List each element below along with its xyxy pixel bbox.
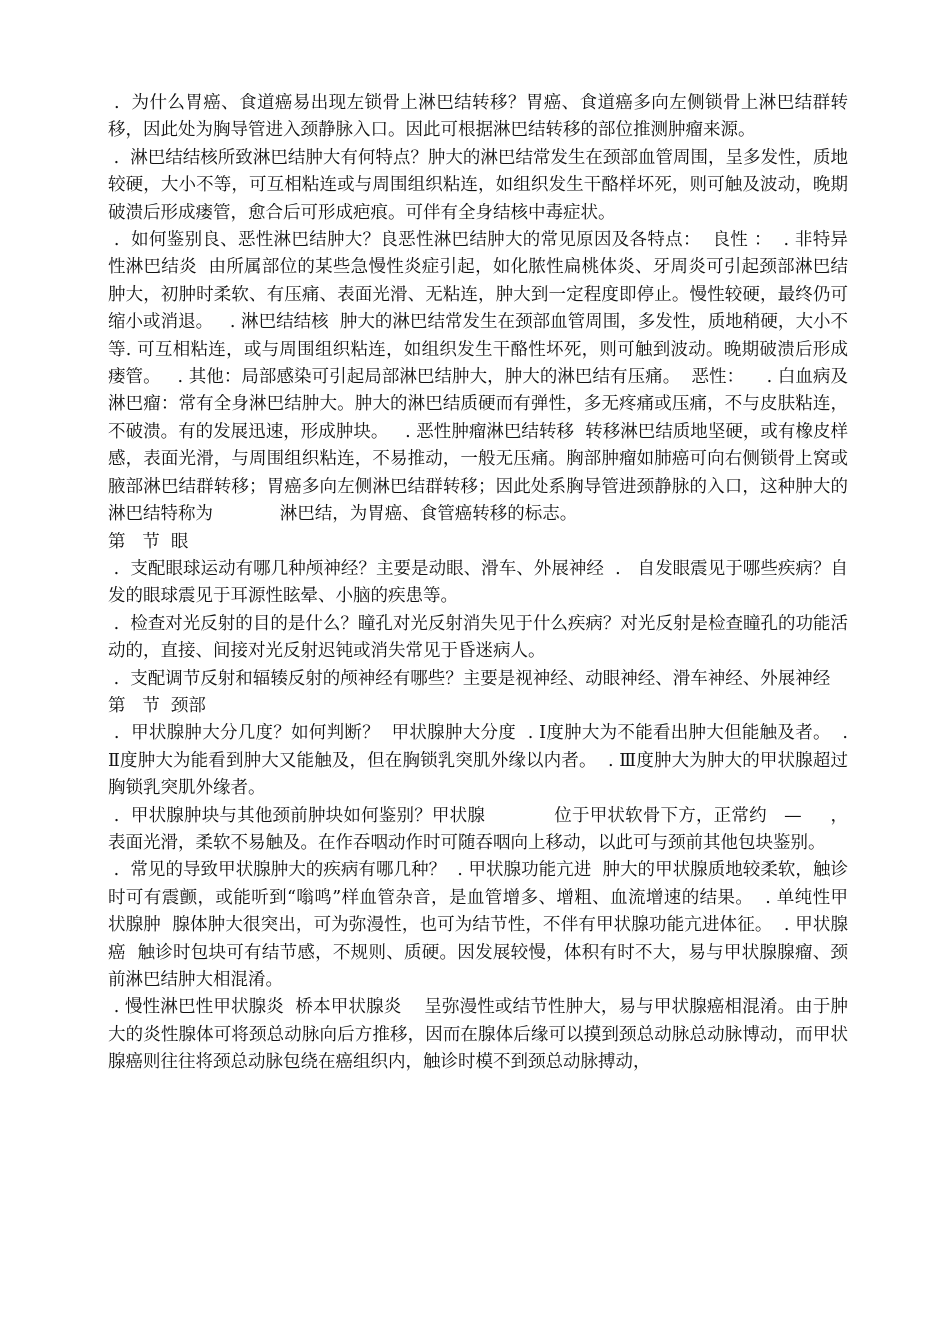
section-heading-eye: 第 节 眼 — [108, 531, 189, 552]
paragraph-left-supraclavicular-metastasis: . 为什么胃癌、食道癌易出现左锁骨上淋巴结转移？胃癌、食道癌多向左侧锁骨上淋巴结群转移，因此处为胸导管进入颈静脉入口。因此可根据淋巴结转移的部位推测肿瘤来源。 — [108, 93, 848, 141]
paragraph-accommodation-reflex-nerves: . 支配调节反射和辐辏反射的颅神经有哪些？主要是视神经、动眼神经、滑车神经、外展神经 — [108, 668, 831, 689]
paragraph-lymph-node-tuberculosis: . 淋巴结结核所致淋巴结肿大有何特点？肿大的淋巴结常发生在颈部血管周围，呈多发性，质地较硬，大小不等，可互相粘连或与周围组织粘连，如组织发生干酪样坏死，则可触及波动，晚期破溃后形成瘘管，愈合后可形成疤痕。可伴有全身结核中毒症状。 — [108, 147, 848, 223]
paragraph-hashimoto-thyroiditis: . 慢性淋巴性甲状腺炎 桥本甲状腺炎 呈弥漫性或结节性肿大，易与甲状腺癌相混淆。由于肿大的炎性腺体可将颈总动脉向后方推移，因而在腺体后缘可以摸到颈总动脉总动脉博动，而甲状腺癌则往往将颈总动脉包绕在癌组织内，触诊时模不到颈总动脉搏动， — [108, 997, 848, 1073]
paragraph-thyroid-enlargement-diseases: . 常见的导致甲状腺肿大的疾病有哪几种？ . 甲状腺功能亢进 肿大的甲状腺质地较柔软，触诊时可有震颤，或能听到“嗡鸣”样血管杂音，是血管增多、增粗、血流增速的结果。 . 单纯性甲状腺肿 腺体肿大很突出，可为弥漫性，也可为结节性，不伴有甲状腺功能亢进体征。 . 甲状腺癌 触诊时包块可有结节感，不规则、质硬。因发展较慢，体积有时不大，易与甲状腺腺瘤、颈前淋巴结肿大相混淆。 — [108, 860, 848, 990]
paragraph-thyroid-enlargement-grades: . 甲状腺肿大分几度？如何判断？ 甲状腺肿大分度 . Ⅰ度肿大为不能看出肿大但能触及者。 . Ⅱ度肿大为能看到肿大又能触及，但在胸锁乳突肌外缘以内者。 . Ⅲ度肿大为肿大的甲状腺超过胸锁乳突肌外缘者。 — [108, 723, 854, 799]
document-page — [108, 90, 854, 1077]
paragraph-eye-movement-nerves: . 支配眼球运动有哪几种颅神经？主要是动眼、滑车、外展神经 . 自发眼震见于哪些疾病？自发的眼球震见于耳源性眩晕、小脑的疾患等。 — [108, 558, 848, 607]
paragraph-light-reflex: . 检查对光反射的目的是什么？瞳孔对光反射消失见于什么疾病？对光反射是检查瞳孔的功能活动的，直接、间接对光反射迟钝或消失常见于昏迷病人。 — [108, 613, 848, 662]
paragraph-thyroid-mass-differentiation: . 甲状腺肿块与其他颈前肿块如何鉴别？甲状腺 位于甲状软骨下方，正常约 — ，表面光滑，柔软不易触及。在作吞咽动作时可随吞咽向上移动，以此可与颈前其他包块鉴别。 — [108, 805, 848, 853]
section-heading-neck: 第 节 颈部 — [108, 695, 206, 716]
paragraph-benign-malignant-lymphadenopathy: . 如何鉴别良、恶性淋巴结肿大？良恶性淋巴结肿大的常见原因及各特点： 良性 ： . 非特异性淋巴结炎 由所属部位的某些急慢性炎症引起，如化脓性扁桃体炎、牙周炎可引起颈部淋巴结肿大，初肿时柔软、有压痛、表面光滑、无粘连，肿大到一定程度即停止。慢性较硬，最终仍可缩小或消退。 . 淋巴结结核 肿大的淋巴结常发生在颈部血管周围，多发性，质地稍硬，大小不等. 可互相粘连，或与周围组织粘连，如组织发生干酪性坏死，则可触到波动。晚期破溃后形成瘘管。 . 其他：局部感染可引起局部淋巴结肿大，肿大的淋巴结有压痛。 恶性： . 白血病及淋巴瘤：常有全身淋巴结肿大。肿大的淋巴结质硬而有弹性，多无疼痛或压痛，不与皮肤粘连，不破溃。有的发展迅速，形成肿块。 . 恶性肿瘤淋巴结转移 转移淋巴结质地坚硬，或有橡皮样感，表面光滑，与周围组织粘连，不易推动，一般无压痛。胸部肿瘤如肺癌可向右侧锁骨上窝或腋部淋巴结群转移；胃癌多向左侧淋巴结群转移；因此处系胸导管进颈静脉的入口，这种肿大的淋巴结特称为 淋巴结，为胃癌、食管癌转移的标志。 — [108, 230, 848, 525]
